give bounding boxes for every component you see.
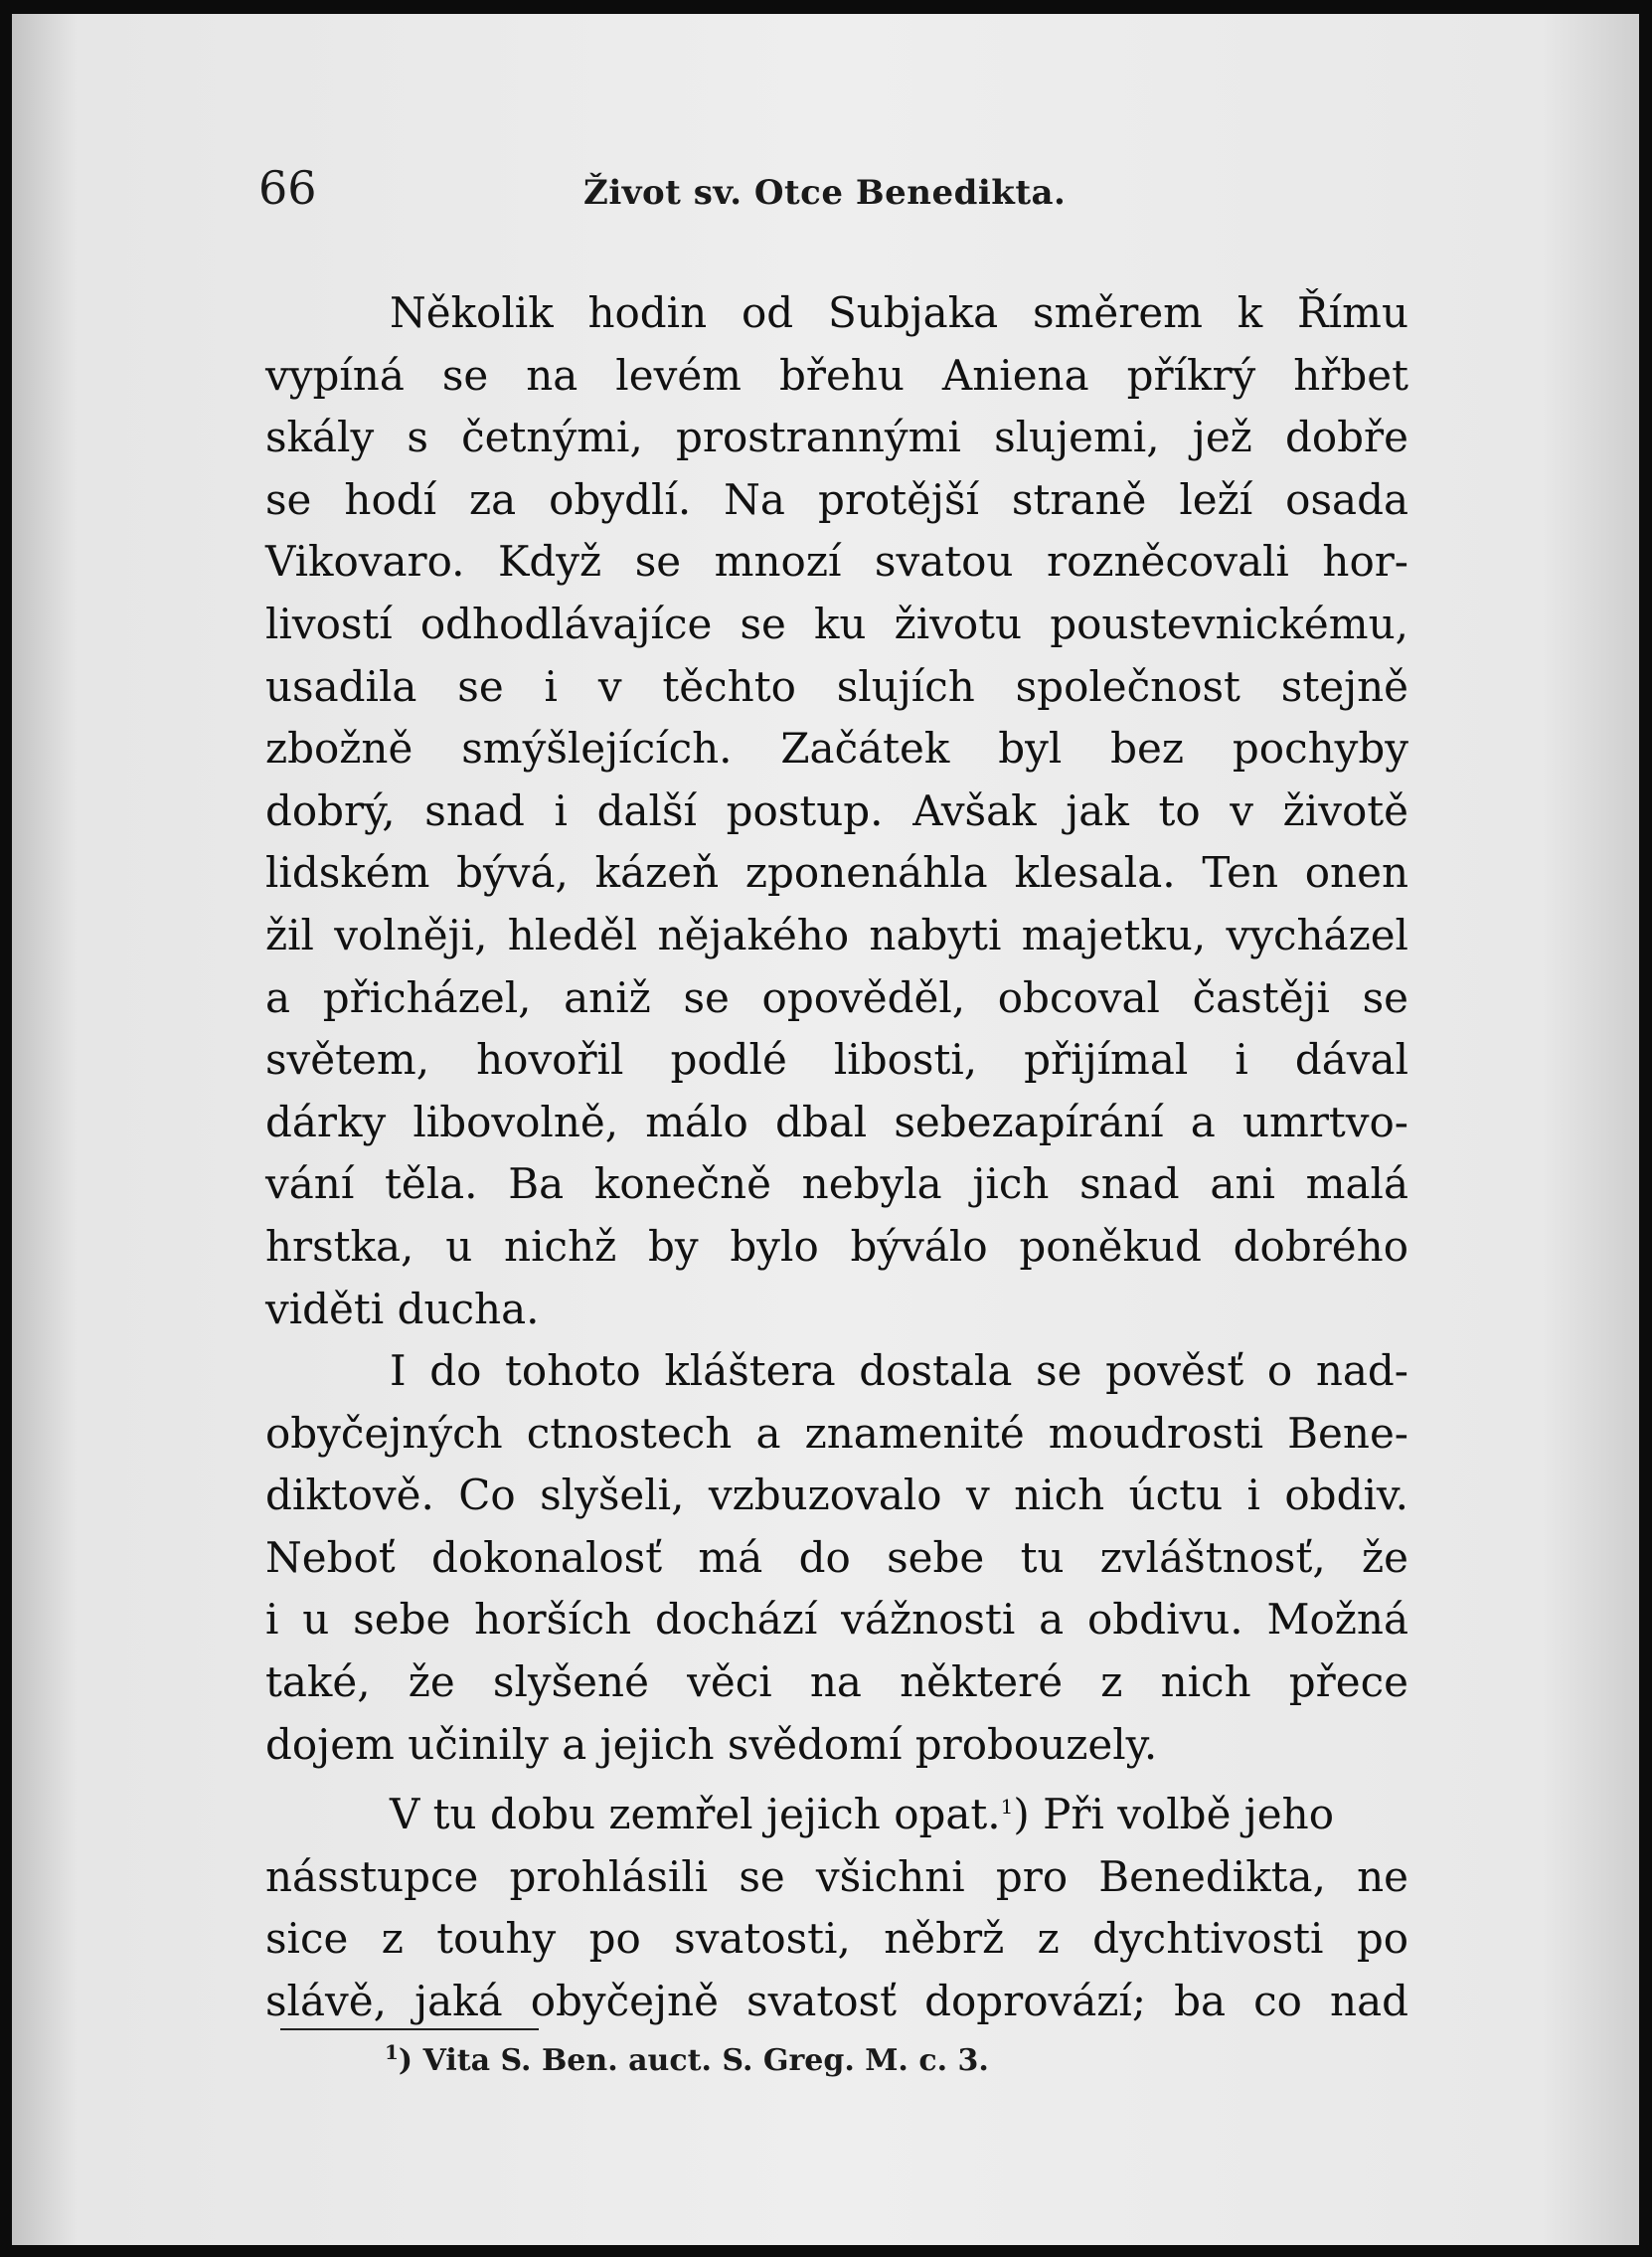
text-line: diktově. Co slyšeli, vzbuzovalo v nich úctu i obdiv. [265,1471,1408,1520]
footnote-reference: 1 [1000,1795,1014,1820]
footnote-paren: ) [398,2043,413,2078]
footnote-text: Vita S. Ben. auct. S. Greg. M. c. 3. [422,2043,989,2078]
text-line: vání těla. Ba konečně nebyla jich snad ani malá [265,1159,1408,1209]
text-segment: ) Při volbě jeho [1013,1790,1334,1839]
text-line-with-footnote [265,1776,1408,1846]
text-segment: V tu dobu zemřel jejich opat. [390,1790,1001,1839]
page-number: 66 [258,161,317,215]
text-line: světem, hovořil podlé libosti, přijímal i dával [265,1035,1408,1085]
footnote [385,2040,989,2078]
text-line: a přicházel, aniž se opověděl, obcoval častěji se [265,972,1408,1022]
text-line: dobrý, snad i další postup. Avšak jak to v životě [265,785,1408,835]
text-line: Neboť dokonalosť má do sebe tu zvláštnosť, že [265,1532,1408,1582]
text-line: také, že slyšené věci na některé z nich přece [265,1657,1408,1707]
text-line: skály s četnými, prostrannými slujemi, jež dobře [265,413,1408,462]
text-line: hrstka, u nichž by bylo býválo poněkud dobrého [265,1221,1408,1271]
text-line: usadila se i v těchto slujích společnost stejně [265,661,1408,711]
text-line: dárky libovolně, málo dbal sebezapírání a umrtvo- [265,1097,1408,1146]
text-line: vypíná se na levém břehu Aniena příkrý hřbet [265,350,1408,400]
text-line: sice z touhy po svatosti, něbrž z dychtivosti po [265,1914,1408,1964]
footnote-marker: 1 [385,2040,399,2064]
text-line: i u sebe horších dochází vážnosti a obdivu. Možná [265,1595,1408,1645]
footnote-divider [280,2028,539,2030]
text-line: lidském bývá, kázeň zponenáhla klesala. Ten onen [265,848,1408,898]
text-line: Několik hodin od Subjaka směrem k Římu [390,288,1408,337]
body-text [265,282,1408,2033]
text-line: násstupce prohlásili se všichni pro Benedikta, ne [265,1851,1408,1901]
text-line: viděti ducha. [265,1284,540,1333]
text-line: Vikovaro. Když se mnozí svatou rozněcovali hor- [265,537,1408,587]
text-line: slávě, jaká obyčejně svatosť doprovází; ba co nad [265,1977,1408,2026]
text-line: žil volněji, hleděl nějakého nabyti majetku, vycházel [265,910,1408,959]
text-line: I do tohoto kláštera dostala se pověsť o nad- [390,1346,1408,1396]
text-line: zbožně smýšlejících. Začátek byl bez pochyby [265,724,1408,774]
book-page [12,14,1639,2245]
running-title: Život sv. Otce Benedikta. [583,173,1067,213]
text-line: livostí odhodlávajíce se ku životu poustevnickému, [265,599,1408,648]
text-line: obyčejných ctnostech a znamenité moudrosti Bene- [265,1408,1408,1458]
text-line: se hodí za obydlí. Na protější straně leží osada [265,474,1408,524]
text-line: dojem učinily a jejich svědomí probouzely. [265,1719,1158,1769]
